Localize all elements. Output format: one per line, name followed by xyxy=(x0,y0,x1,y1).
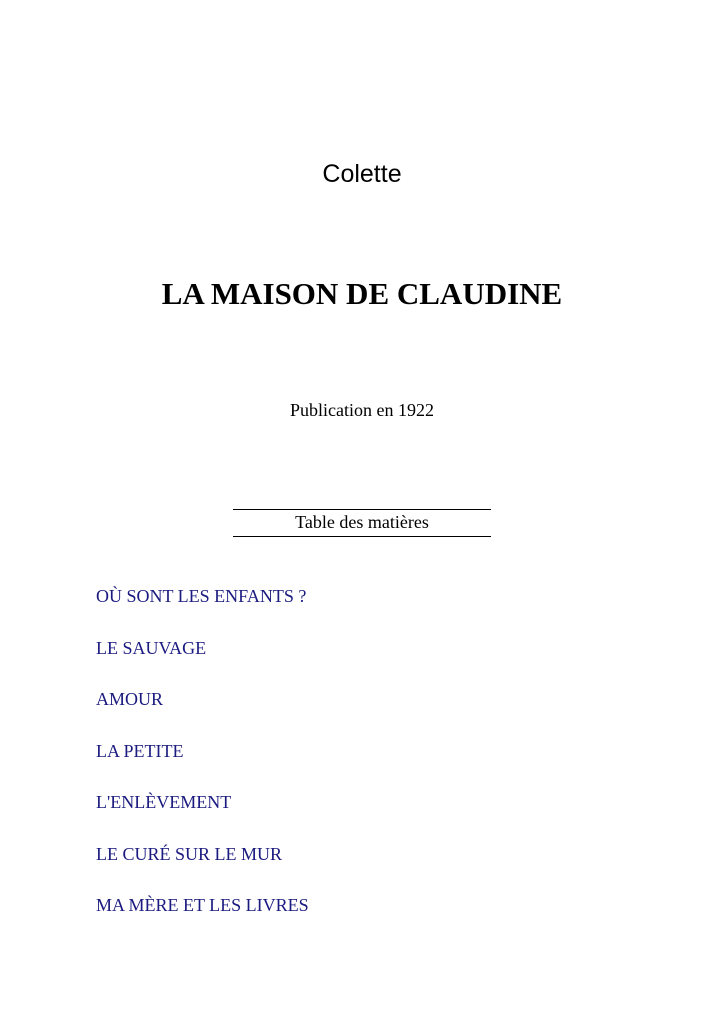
toc-link-la-petite[interactable]: LA PETITE xyxy=(96,740,184,761)
toc-link-le-cure-sur-le-mur[interactable]: LE CURÉ SUR LE MUR xyxy=(96,843,283,864)
toc-link-ma-mere-et-les-livres[interactable]: MA MÈRE ET LES LIVRES xyxy=(96,895,309,915)
toc-link-ou-sont-les-enfants[interactable]: OÙ SONT LES ENFANTS ? xyxy=(96,586,307,606)
toc-link-l-enlevement[interactable]: L'ENLÈVEMENT xyxy=(96,792,232,812)
author-name: Colette xyxy=(322,160,402,188)
book-title: LA MAISON DE CLAUDINE xyxy=(161,276,563,311)
toc-heading: Table des matières xyxy=(233,509,491,537)
publication-date: Publication en 1922 xyxy=(290,400,434,420)
toc-link-le-sauvage[interactable]: LE SAUVAGE xyxy=(96,637,207,658)
toc-list xyxy=(96,584,309,945)
toc-link-amour[interactable]: AMOUR xyxy=(96,689,164,709)
